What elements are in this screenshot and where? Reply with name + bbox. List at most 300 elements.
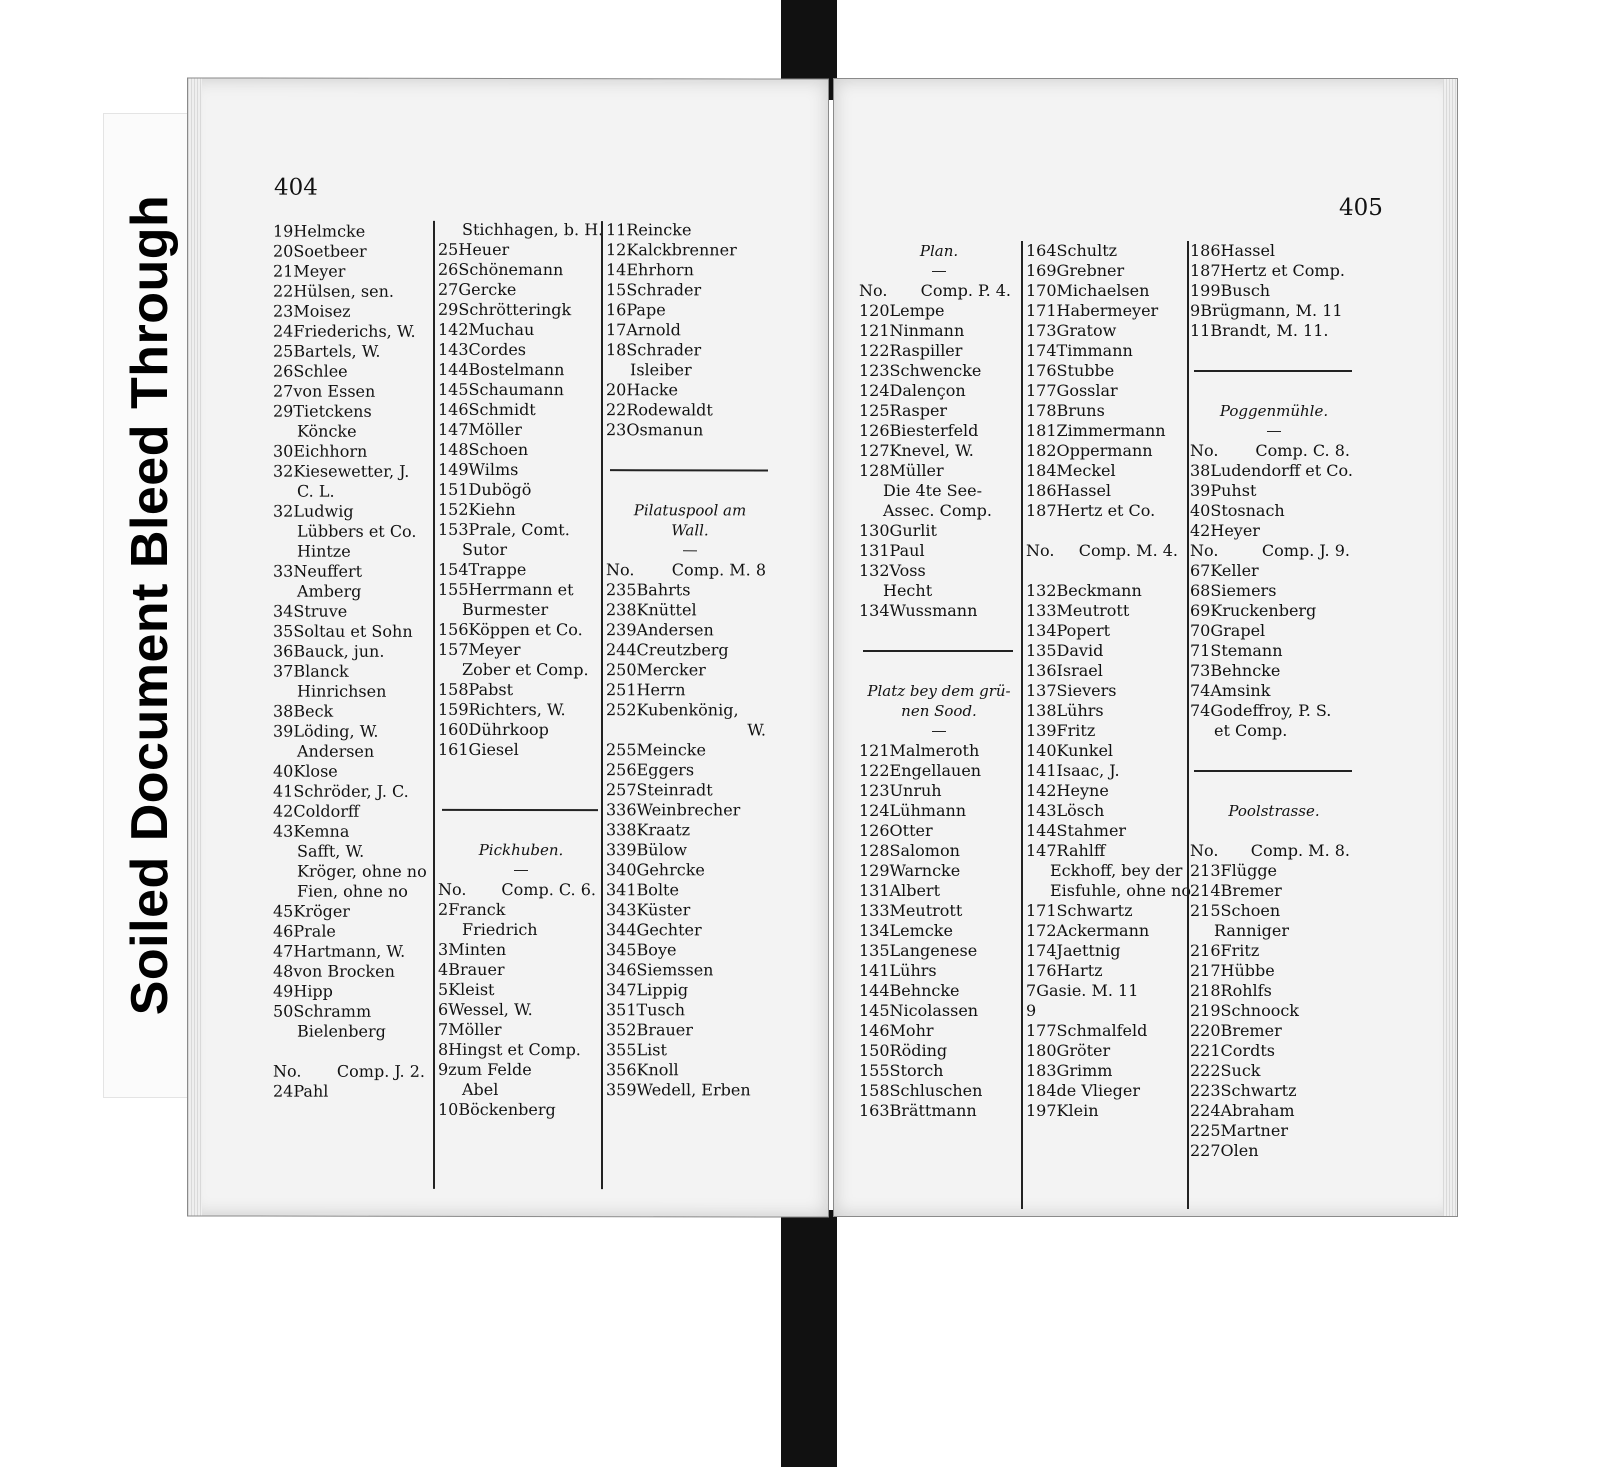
list-item xyxy=(438,300,604,320)
list-item-continuation xyxy=(273,542,433,562)
section-rule xyxy=(438,800,604,820)
entry-number: 176 xyxy=(1026,961,1057,980)
list-item-continuation xyxy=(606,360,774,380)
entry-number: 127 xyxy=(859,441,890,460)
list-item xyxy=(859,901,1019,921)
entry-name: Dührkoop xyxy=(468,719,549,740)
list-item-continuation xyxy=(1190,721,1358,741)
entry-name: Ehrhorn xyxy=(626,260,694,280)
list-item xyxy=(1190,261,1358,281)
list-item xyxy=(606,1020,774,1040)
list-item xyxy=(1190,621,1358,641)
list-item xyxy=(273,922,433,942)
entry-number: 3 xyxy=(438,939,449,959)
entry-name: Coldorff xyxy=(293,801,360,821)
entry-number: 352 xyxy=(606,1020,637,1040)
entry-name: Schoen xyxy=(468,439,529,460)
entry-name: Beckmann xyxy=(1056,581,1142,600)
list-item xyxy=(1026,241,1186,261)
entry-number: 25 xyxy=(273,341,294,361)
list-item xyxy=(438,340,604,360)
entry-number: 134 xyxy=(1026,621,1057,640)
entry-name: Kröger, ohne no xyxy=(297,861,427,881)
entry-name: Möller xyxy=(468,419,522,440)
entry-number: 136 xyxy=(1026,661,1057,680)
entry-name: Blanck xyxy=(293,661,349,681)
entry-number: 133 xyxy=(1026,601,1057,620)
entry-name: Kleist xyxy=(448,979,495,999)
entry-number: 143 xyxy=(1026,801,1057,820)
list-item xyxy=(859,341,1019,361)
entry-name: Friedrich xyxy=(462,919,538,940)
entry-number: 147 xyxy=(1026,841,1057,860)
entry-number: 180 xyxy=(1026,1041,1057,1060)
list-item xyxy=(273,642,433,662)
entry-name: Giesel xyxy=(468,739,519,760)
entry-number: 220 xyxy=(1190,1021,1221,1040)
entry-number: 213 xyxy=(1190,861,1221,880)
list-item xyxy=(859,1021,1019,1041)
entry-number: 48 xyxy=(273,961,294,981)
entry-name: Gratow xyxy=(1056,321,1117,340)
entry-name: Köncke xyxy=(297,421,357,441)
list-item xyxy=(1190,321,1358,341)
list-item xyxy=(273,462,433,482)
entry-number: 164 xyxy=(1026,241,1057,260)
section-heading: Poggenmühle. xyxy=(1219,402,1329,420)
entry-number: 219 xyxy=(1190,1001,1221,1020)
entry-name: Kalckbrenner xyxy=(626,240,737,260)
entry-name: Bauck, jun. xyxy=(293,641,385,661)
list-item xyxy=(273,382,433,402)
entry-number: 42 xyxy=(273,801,294,821)
entry-name: Olen xyxy=(1220,1141,1259,1160)
entry-name: Franck xyxy=(448,899,506,919)
entry-number: 170 xyxy=(1026,281,1057,300)
company-no: No. xyxy=(606,560,635,580)
entry-name: Martner xyxy=(1220,1121,1288,1140)
list-item-continuation xyxy=(273,582,433,602)
entry-number: 29 xyxy=(438,299,459,319)
column xyxy=(1026,241,1192,1121)
entry-number: 126 xyxy=(859,421,890,440)
entry-name: Kraatz xyxy=(636,820,691,840)
list-item xyxy=(859,461,1019,481)
entry-name: Tietckens xyxy=(293,401,372,421)
spacer-row xyxy=(1026,561,1186,581)
list-item xyxy=(273,942,433,962)
entry-number: 129 xyxy=(859,861,890,880)
list-item xyxy=(859,841,1019,861)
entry-name: Herrmann et xyxy=(468,579,574,600)
entry-number: 131 xyxy=(859,541,890,560)
list-item xyxy=(859,881,1019,901)
entry-name: Ninmann xyxy=(889,321,965,340)
list-item-continuation xyxy=(273,1022,433,1042)
entry-name: Bülow xyxy=(636,840,688,860)
list-item xyxy=(859,441,1019,461)
entry-name: Eckhoff, bey der xyxy=(1050,861,1183,880)
entry-name: Steinradt xyxy=(636,780,713,800)
entry-number: 183 xyxy=(1026,1061,1057,1080)
entry-number: 344 xyxy=(606,920,637,940)
list-item xyxy=(273,402,433,422)
list-item xyxy=(606,220,774,240)
entry-number: 9 xyxy=(438,1059,449,1079)
entry-name: Flügge xyxy=(1220,861,1278,880)
entry-name: Nicolassen xyxy=(889,1001,979,1020)
entry-name: Weinbrecher xyxy=(636,800,741,820)
entry-name: Hecht xyxy=(883,581,933,600)
entry-name: von Essen xyxy=(293,381,376,401)
company-row xyxy=(1190,841,1358,861)
entry-name: Osmanun xyxy=(626,420,704,440)
entry-number: 239 xyxy=(606,620,637,640)
entry-number: 171 xyxy=(1026,901,1057,920)
list-item-continuation xyxy=(273,742,433,762)
entry-name: Kemna xyxy=(293,821,350,841)
entry-number: 244 xyxy=(606,640,637,660)
entry-name: Hinrichsen xyxy=(297,681,387,701)
entry-number: 145 xyxy=(859,1001,890,1020)
company-label: Comp. C. 8. xyxy=(1255,441,1350,460)
list-item-continuation xyxy=(273,882,433,902)
entry-name: Die 4te See- xyxy=(883,481,982,500)
entry-number: 24 xyxy=(273,321,294,341)
entry-name: Schmalfeld xyxy=(1056,1021,1148,1040)
entry-number: 38 xyxy=(273,701,294,721)
entry-name: Salomon xyxy=(889,841,960,860)
entry-name: Dubögö xyxy=(468,479,532,500)
rule-line xyxy=(1194,770,1352,772)
entry-name: Moisez xyxy=(293,301,351,321)
entry-number: 150 xyxy=(859,1041,890,1060)
entry-number: 159 xyxy=(438,699,469,719)
entry-name: Cordts xyxy=(1220,1041,1275,1060)
list-item xyxy=(273,962,433,982)
entry-name: Knüttel xyxy=(636,600,697,620)
entry-name: Stahmer xyxy=(1056,821,1127,840)
entry-name: Godeffroy, P. S. xyxy=(1210,701,1332,720)
entry-name: Knoll xyxy=(636,1060,679,1080)
entry-number: 27 xyxy=(438,279,459,299)
entry-name: Friederichs, W. xyxy=(293,321,416,341)
entry-name: Lührs xyxy=(889,961,937,980)
entry-number: 20 xyxy=(606,380,627,400)
entry-number: 23 xyxy=(273,301,294,321)
side-label-text: Soiled Document Bleed Through xyxy=(121,194,179,1016)
entry-number: 184 xyxy=(1026,461,1057,480)
entry-number: 359 xyxy=(606,1080,637,1100)
entry-name: Biesterfeld xyxy=(889,421,979,440)
entry-name: Zober et Comp. xyxy=(462,659,589,680)
entry-number: 125 xyxy=(859,401,890,420)
entry-name: David xyxy=(1056,641,1104,660)
entry-number: 9 xyxy=(1190,301,1201,320)
list-item xyxy=(1190,501,1358,521)
list-item xyxy=(1026,441,1186,461)
entry-number: 336 xyxy=(606,800,637,820)
section-rule xyxy=(1190,361,1358,381)
entry-name: Hassel xyxy=(1056,481,1112,500)
spacer-row xyxy=(438,780,604,800)
entry-name: Lemcke xyxy=(889,921,953,940)
entry-number: 153 xyxy=(438,519,469,539)
entry-number: 134 xyxy=(859,921,890,940)
entry-number: 144 xyxy=(859,981,890,1000)
list-item xyxy=(1190,521,1358,541)
entry-name: Meckel xyxy=(1056,461,1116,480)
entry-name: Jaettnig xyxy=(1056,941,1121,960)
entry-number: 158 xyxy=(438,679,469,699)
list-item xyxy=(1190,981,1358,1001)
company-label: Comp. J. 2. xyxy=(336,1061,425,1081)
entry-name: Gurlit xyxy=(889,521,937,540)
entry-number: 68 xyxy=(1190,581,1211,600)
entry-number: 187 xyxy=(1190,261,1221,280)
entry-number: 345 xyxy=(606,940,637,960)
entry-name: Brandt, M. 11. xyxy=(1210,321,1329,340)
entry-name: Fritz xyxy=(1220,941,1260,960)
entry-number: 142 xyxy=(1026,781,1057,800)
entry-name: Wussmann xyxy=(889,601,978,620)
entry-number: 46 xyxy=(273,921,294,941)
entry-number: 29 xyxy=(273,401,294,421)
list-item xyxy=(1026,801,1186,821)
entry-number: 145 xyxy=(438,379,469,399)
entry-number: 347 xyxy=(606,980,637,1000)
entry-number: 186 xyxy=(1190,241,1221,260)
list-item xyxy=(1026,341,1186,361)
list-item xyxy=(1190,301,1358,321)
entry-name: Eichhorn xyxy=(293,441,368,461)
entry-name: C. L. xyxy=(297,481,335,501)
entry-name: Stosnach xyxy=(1210,501,1285,520)
entry-number: 122 xyxy=(859,341,890,360)
list-item xyxy=(273,822,433,842)
list-item xyxy=(606,300,774,320)
list-item xyxy=(1026,481,1186,501)
company-row xyxy=(606,560,774,580)
list-item xyxy=(606,820,774,840)
entry-number: 186 xyxy=(1026,481,1057,500)
list-item xyxy=(1190,461,1358,481)
entry-name: Schaumann xyxy=(468,379,564,400)
entry-number: 32 xyxy=(273,461,294,481)
list-item xyxy=(273,622,433,642)
list-item-continuation xyxy=(273,482,433,502)
entry-number: 341 xyxy=(606,880,637,900)
list-item xyxy=(606,700,774,720)
entry-name: Bremer xyxy=(1220,881,1282,900)
entry-name: Fien, ohne no xyxy=(297,881,408,901)
list-item xyxy=(859,1081,1019,1101)
list-item xyxy=(606,660,774,680)
list-item xyxy=(606,900,774,920)
list-item xyxy=(606,920,774,940)
entry-number: 33 xyxy=(273,561,294,581)
entry-name: Boye xyxy=(636,940,677,960)
list-item xyxy=(1026,961,1186,981)
list-item xyxy=(1026,721,1186,741)
entry-name: Lippig xyxy=(636,980,689,1000)
entry-number: 221 xyxy=(1190,1041,1221,1060)
list-item xyxy=(606,1080,774,1100)
entry-name: Schwencke xyxy=(889,361,982,380)
entry-name: Rasper xyxy=(889,401,948,420)
entry-name: Meutrott xyxy=(889,901,963,920)
entry-number: 151 xyxy=(438,479,469,499)
company-row xyxy=(1026,541,1186,561)
list-item xyxy=(273,982,433,1002)
entry-number: 134 xyxy=(859,601,890,620)
list-item xyxy=(273,662,433,682)
entry-number: 182 xyxy=(1026,441,1057,460)
list-item xyxy=(859,761,1019,781)
entry-number: 128 xyxy=(859,461,890,480)
entry-name: Knevel, W. xyxy=(889,441,974,460)
entry-number: 37 xyxy=(273,661,294,681)
entry-name: Hassel xyxy=(1220,241,1276,260)
list-item xyxy=(438,1040,604,1060)
list-item xyxy=(859,861,1019,881)
entry-number: 158 xyxy=(859,1081,890,1100)
list-item xyxy=(438,1060,604,1080)
list-item xyxy=(1026,941,1186,961)
list-item xyxy=(606,860,774,880)
entry-name: Meutrott xyxy=(1056,601,1130,620)
entry-number: 9 xyxy=(1026,1001,1037,1020)
entry-name: List xyxy=(636,1040,667,1060)
column-divider xyxy=(1187,241,1189,1209)
entry-name: Gechter xyxy=(636,920,702,940)
entry-number: 156 xyxy=(438,619,469,639)
entry-name: Kiesewetter, J. xyxy=(293,461,410,481)
dash xyxy=(1267,431,1281,432)
entry-name: Kunkel xyxy=(1056,741,1114,760)
list-item xyxy=(606,840,774,860)
spine-bottom xyxy=(781,1210,837,1467)
list-item xyxy=(1026,401,1186,421)
spacer-row xyxy=(859,661,1019,681)
entry-number: 187 xyxy=(1026,501,1057,520)
entry-number: 6 xyxy=(438,999,449,1019)
entry-name: Puhst xyxy=(1210,481,1257,500)
entry-number: 7 xyxy=(438,1019,449,1039)
entry-number: 38 xyxy=(1190,461,1211,480)
entry-number: 133 xyxy=(859,901,890,920)
list-item xyxy=(273,722,433,742)
entry-number: 216 xyxy=(1190,941,1221,960)
entry-name: Malmeroth xyxy=(889,741,980,760)
dash xyxy=(932,731,946,732)
entry-name: Bostelmann xyxy=(468,359,565,380)
entry-number: 16 xyxy=(606,300,627,320)
entry-name: Burmester xyxy=(462,599,549,620)
entry-number: 25 xyxy=(438,239,459,259)
entry-number: 4 xyxy=(438,959,449,979)
entry-number: 141 xyxy=(1026,761,1057,780)
section-heading: nen Sood. xyxy=(901,702,977,720)
entry-name: Wilms xyxy=(468,459,519,480)
company-row xyxy=(273,1062,433,1082)
entry-number: 177 xyxy=(1026,1021,1057,1040)
list-item-continuation xyxy=(273,422,433,442)
list-item-continuation xyxy=(438,920,604,940)
list-item xyxy=(606,940,774,960)
entry-number: 255 xyxy=(606,740,637,760)
list-item xyxy=(438,1000,604,1020)
entry-name: Mohr xyxy=(889,1021,934,1040)
list-item xyxy=(606,800,774,820)
entry-name: Prale, Comt. xyxy=(468,519,570,540)
list-item xyxy=(859,301,1019,321)
entry-number: 19 xyxy=(273,221,294,241)
entry-name: Tusch xyxy=(636,1000,685,1020)
list-item xyxy=(438,900,604,920)
page-edge xyxy=(188,78,202,1215)
list-item xyxy=(859,541,1019,561)
entry-name: Klein xyxy=(1056,1101,1099,1120)
entry-name: Hartmann, W. xyxy=(293,941,406,961)
list-item xyxy=(273,322,433,342)
list-item xyxy=(1026,641,1186,661)
entry-number: 172 xyxy=(1026,921,1057,940)
list-item xyxy=(438,380,604,400)
company-label: Comp. M. 8 xyxy=(671,560,766,580)
list-item xyxy=(438,360,604,380)
list-item xyxy=(438,960,604,980)
list-item xyxy=(1026,361,1186,381)
entry-number: 169 xyxy=(1026,261,1057,280)
entry-name: Küster xyxy=(636,900,691,920)
dash-mark xyxy=(859,721,1019,741)
entry-name: Stichhagen, b. H. xyxy=(462,219,604,240)
list-item xyxy=(1190,901,1358,921)
entry-name: Schoen xyxy=(1220,901,1281,920)
list-item xyxy=(438,320,604,340)
list-item xyxy=(1190,1141,1358,1161)
spacer-row xyxy=(606,440,774,460)
list-item xyxy=(1026,1061,1186,1081)
list-item xyxy=(859,961,1019,981)
list-item xyxy=(1190,1101,1358,1121)
entry-name: W. xyxy=(747,720,766,740)
list-item xyxy=(438,980,604,1000)
entry-name: Eisfuhle, ohne no xyxy=(1050,881,1192,900)
entry-name: Safft, W. xyxy=(297,841,365,861)
list-item xyxy=(273,442,433,462)
list-item xyxy=(438,500,604,520)
entry-number: 22 xyxy=(606,400,627,420)
entry-number: 18 xyxy=(606,340,627,360)
list-item-continuation xyxy=(438,600,604,620)
entry-name: Raspiller xyxy=(889,341,963,360)
entry-number: 7 xyxy=(1026,981,1037,1000)
entry-name: Engellauen xyxy=(889,761,982,780)
entry-number: 174 xyxy=(1026,341,1057,360)
entry-number: 339 xyxy=(606,840,637,860)
right-page xyxy=(833,78,1458,1217)
list-item xyxy=(1026,381,1186,401)
entry-number: 225 xyxy=(1190,1121,1221,1140)
entry-number: 120 xyxy=(859,301,890,320)
entry-name: Behncke xyxy=(1210,661,1281,680)
entry-name: Storch xyxy=(889,1061,944,1080)
entry-name: Grimm xyxy=(1056,1061,1113,1080)
entry-name: Grapel xyxy=(1210,621,1266,640)
entry-name: Schluschen xyxy=(889,1081,983,1100)
